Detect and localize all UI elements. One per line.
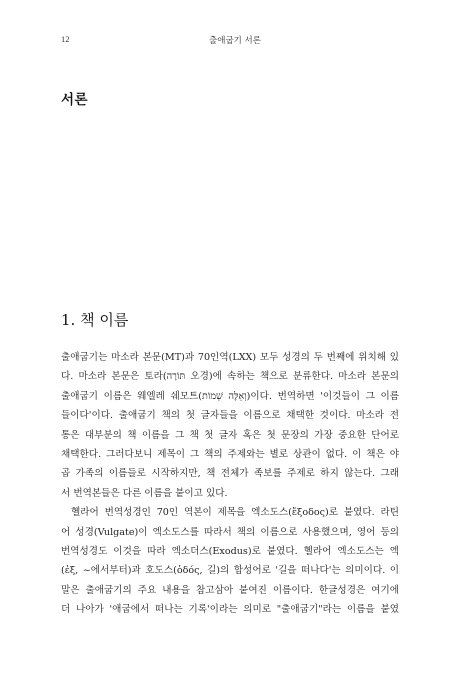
- text-line: 서 번역본들은 다른 이름을 붙이고 있다.: [61, 487, 228, 499]
- text-line: 출애굽기는 마소라 본문(MT)과 70인역(LXX) 모두 성경의 두 번째에 위치해 있: [61, 352, 399, 363]
- paragraph-2: [61, 503, 399, 619]
- text-line: 어 성경(Vulgate)이 엑소도스를 따라서 책의 이름으로 사용했으며, 영어 등의: [61, 526, 399, 538]
- text-line: 번역성경도 이것을 따라 엑소더스(Exodus)로 붙였다. 헬라어 엑소도스는 엑: [61, 546, 399, 558]
- text-line: (ἐξ, ~에서부터)과 호도스(ὁδός, 길)의 합성어로 '길을 떠나다'는 의미이다. 이: [61, 565, 399, 577]
- text-line: 말은 출애굽기의 주요 내용을 참고삼아 붙여진 이름이다. 한글성경은 여기에: [61, 584, 399, 596]
- page-number: 12: [61, 34, 70, 44]
- paragraph-1: [61, 348, 399, 503]
- text-line: 들이다'이다. 출애굽기 책의 첫 글자들을 이름으로 채택한 것이다. 마소라 전: [61, 410, 399, 422]
- text-line: 다. 마소라 본문은 토라(תּוֹרָה 오경)에 속하는 책으로 분류한다. 마소라 본문의: [61, 371, 399, 383]
- text-line: 통은 대부분의 책 이름을 그 책 첫 글자 혹은 첫 문장의 가장 중요한 단어로: [61, 429, 399, 441]
- text-line: 헬라어 번역성경인 70인 역본이 제목을 엑소도스(ἔξοδος)로 붙였다. 라틴: [71, 507, 399, 519]
- text-line: 출애굽기 이름은 웨엘레 쉐모트(וְאֵלֶּה שְׁמוֹת)이다. 번역하면 '이것들이 그 이름: [61, 390, 399, 402]
- text-line: 채택한다. 그러다보니 제목이 그 책의 주제와는 별로 상관이 없다. 이 책은 야: [61, 449, 399, 461]
- chapter-title: 서론: [61, 92, 89, 108]
- body-text: [61, 348, 399, 620]
- text-line: 더 나아가 '애굽에서 떠나는 기록'이라는 의미로 "출애굽기"라는 이름을 붙였: [61, 604, 399, 616]
- section-heading: 1. 책 이름: [61, 311, 129, 329]
- running-header: 출애굽기 서론: [209, 36, 261, 46]
- text-line: 곱 가족의 이름들로 시작하지만, 책 전체가 족보를 주제로 하지 않는다. 그래: [61, 468, 399, 480]
